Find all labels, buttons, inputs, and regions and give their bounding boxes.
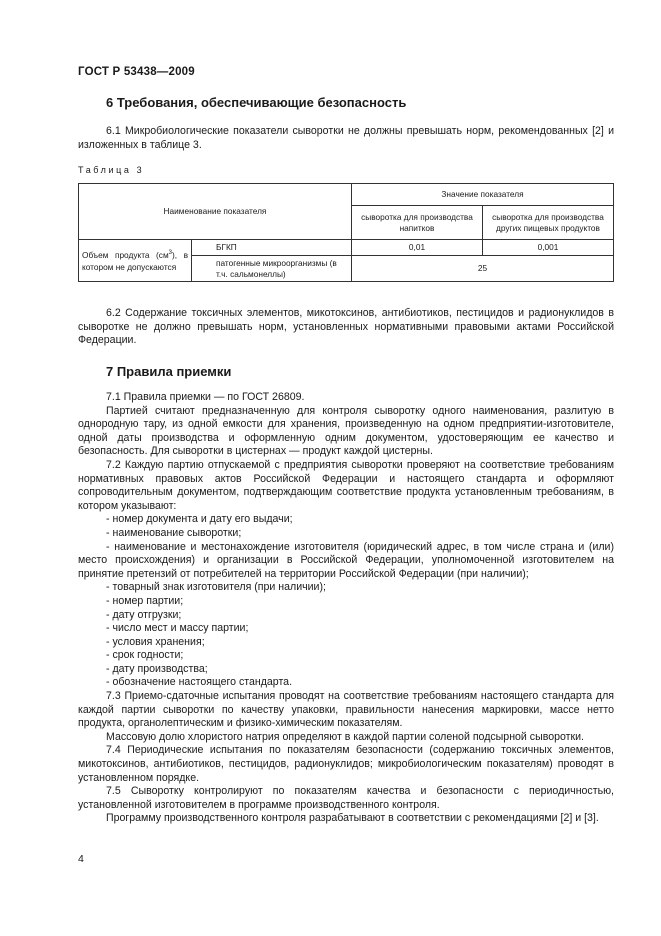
list-item: - число мест и массу партии; [106,622,249,635]
list-item: - наименование и местонахождение изготовителя (юридический адрес, в том числе страна и (или) место происхождения) и организации в Российской Федерации, уполномоченной изготовителем на принятие претензий от потребителей на территории Российской Федерации (при наличии); [78,540,614,580]
standard-header: ГОСТ Р 53438—2009 [78,66,195,78]
table-3 [78,183,614,282]
row-bgkp-drinks: 0,01 [352,240,483,256]
row-bgkp-other: 0,001 [483,240,614,256]
document-items-list [78,513,614,690]
section-7-title: 7 Правила приемки [106,364,232,379]
list-item: - дату отгрузки; [106,608,182,621]
p61-text: 6.1 Микробиологические показатели сыворотки не должны превышать норм, рекомендованных [2] и изложенных в таблице 3. [78,125,614,151]
page-number: 4 [78,853,84,865]
p71b-text: Партией считают предназначенную для контроля сыворотку одного наименования, разлитую в однородную тару, из одной емкости для хранения, произведенную на одном предприятии-изготовителе, одной даты производства и оформленную одним документом, удостоверяющим ее качество и безопасность. Для сыворотки в цистернах — продукт каждой цистерны. [78,404,614,458]
section-7-body [78,391,614,826]
list-item: - дату производства; [106,662,208,675]
row-bgkp-name: БГКП [192,240,352,256]
list-item: - номер партии; [106,594,184,607]
col-header-name: Наименование показателя [79,184,352,240]
p62-text: 6.2 Содержание токсичных элементов, микотоксинов, антибиотиков, пестицидов и радионуклидов в сыворотке не должно превышать норм, установленных нормативными правовыми актами Российской Федерации. [78,307,614,347]
col-header-value: Значение показателя [352,184,614,206]
section-6-title: 6 Требования, обеспечивающие безопасность [106,95,407,110]
row-group-label: Объем продукта $(см^3)$, в котором не допускаются [79,240,192,282]
p74-text: 7.4 Периодические испытания по показателям безопасности (содержанию токсичных элементов, микотоксинов, антибиотиков, пестицидов, радионуклидов; микробиологическим показателям) проводят в установленном порядке. [78,744,614,784]
list-item: - наименование сыворотки; [106,526,242,539]
row-pathogen-value: 25 [352,256,614,282]
list-item: - условия хранения; [106,635,205,648]
list-item: - номер документа и дату его выдачи; [106,513,293,526]
list-item: - обозначение настоящего стандарта. [106,676,293,689]
col-header-other: сыворотка для производства других пищевых продуктов [483,206,614,240]
p75-text: 7.5 Сыворотку контролируют по показателям качества и безопасности с периодичностью, установленной изготовителем в программе производственного контроля. [78,785,614,811]
table-caption: Таблица 3 [78,165,145,175]
p73-text: 7.3 Приемо-сдаточные испытания проводят на соответствие требованиям настоящего стандарта для каждой партии сыворотки по качеству упаковки, правильности нанесения маркировки, массе нетто продукта, органолептическим и физико-химическим показателям. [78,690,614,730]
p72-text: 7.2 Каждую партию отпускаемой с предприятия сыворотки проверяют на соответствие требованиям нормативных правовых актов Российской Федерации и настоящего стандарта и оформляют сопроводительным документом, подтверждающим соответствие продукта установленным требованиям, в котором указывают: [78,458,614,512]
list-item: - срок годности; [106,649,184,662]
p73b-text: Массовую долю хлористого натрия определяют в каждой партии соленой подсырной сыворотки. [106,730,585,743]
p71-text: 7.1 Правила приемки — по ГОСТ 26809. [106,391,305,403]
col-header-drinks: сыворотка для производства напитков [352,206,483,240]
paragraph-6-2 [78,307,614,348]
row-pathogen-name: патогенные микроорганизмы (в т.ч. сальмонеллы) [192,256,352,282]
list-item: - товарный знак изготовителя (при наличии); [106,581,326,594]
p75b-text: Программу производственного контроля разрабатывают в соответствии с рекомендациями [2] и [3]. [106,812,599,825]
paragraph-6-1 [78,125,614,152]
